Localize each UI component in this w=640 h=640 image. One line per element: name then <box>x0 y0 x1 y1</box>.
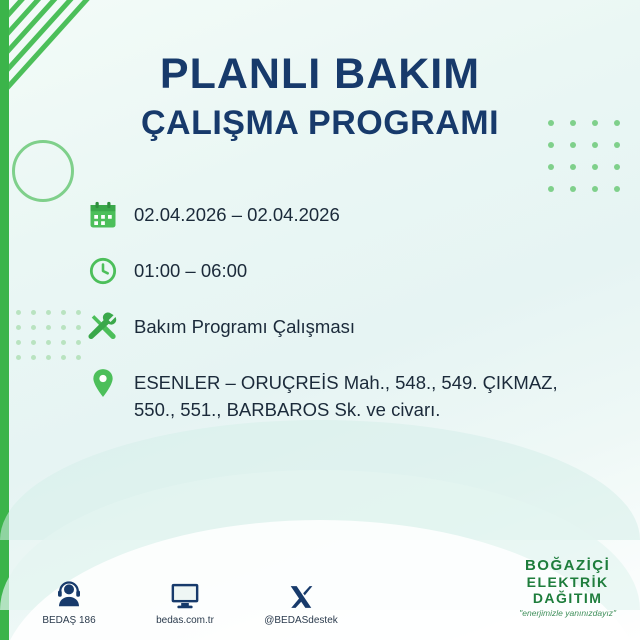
footer-item-social-label: @BEDASdestek <box>264 615 338 626</box>
info-row-address <box>86 366 586 424</box>
location-pin-icon <box>86 366 120 400</box>
info-list <box>86 198 586 446</box>
circle-outline-decoration <box>12 140 74 202</box>
info-row-worktype <box>86 310 586 344</box>
x-social-icon <box>258 576 344 610</box>
info-row-date <box>86 198 586 232</box>
brand-slogan: "enerjimizle yanınızdayız" <box>519 608 616 618</box>
info-row-worktype-text: Bakım Programı Çalışması <box>134 316 356 337</box>
footer-item-call-center-label: BEDAŞ 186 <box>42 615 96 626</box>
footer-contact-list <box>26 576 344 626</box>
page-title <box>0 52 640 144</box>
info-row-address-text: ESENLER – ORUÇREİS Mah., 548., 549. ÇIKMAZ, 550., 551., BARBAROS Sk. ve civarı. <box>134 372 558 420</box>
monitor-icon <box>142 576 228 610</box>
tools-icon <box>86 310 120 344</box>
footer <box>0 548 640 640</box>
clock-icon <box>86 254 120 288</box>
title-line-2: ÇALIŞMA PROGRAMI <box>140 104 500 143</box>
brand-line-1: BOĞAZİÇİ <box>524 557 611 574</box>
footer-item-website[interactable] <box>142 576 228 626</box>
dot-grid-left-decoration <box>16 310 91 370</box>
info-row-time-text: 01:00 – 06:00 <box>134 260 248 281</box>
footer-item-call-center[interactable] <box>26 576 112 626</box>
headset-icon <box>26 576 112 610</box>
brand-logo <box>519 557 616 618</box>
title-line-1: PLANLI BAKIM <box>159 50 481 98</box>
info-row-date-text: 02.04.2026 – 02.04.2026 <box>134 204 340 225</box>
info-row-time <box>86 254 586 288</box>
brand-line-3: DAĞITIM <box>532 590 603 606</box>
brand-line-2: ELEKTRİK <box>526 574 609 590</box>
footer-item-website-label: bedas.com.tr <box>156 615 214 626</box>
footer-item-social[interactable] <box>258 576 344 626</box>
calendar-icon <box>86 198 120 232</box>
